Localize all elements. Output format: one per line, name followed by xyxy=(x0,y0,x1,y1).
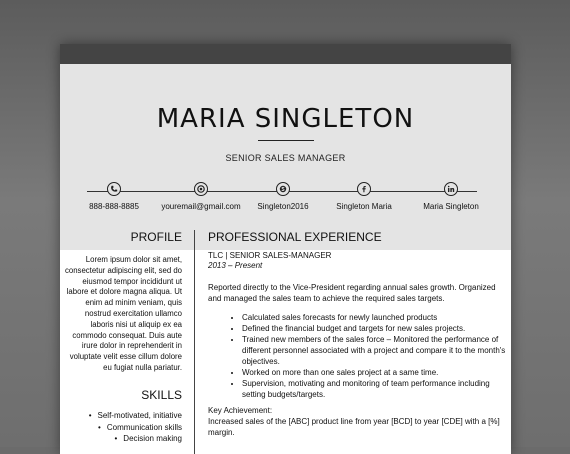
email-address: youremail@gmail.com xyxy=(161,202,241,211)
phone-number: 888-888-8885 xyxy=(89,202,139,211)
skill-item: • Communication skills xyxy=(62,422,182,434)
resume-header xyxy=(60,64,511,250)
skill-item: • Decision making xyxy=(62,433,182,445)
job-dates: 2013 – Present xyxy=(208,261,263,270)
skype-icon xyxy=(276,182,290,196)
job-company-title: TLC | SENIOR SALES-MANAGER xyxy=(208,251,332,260)
contact-linkedin xyxy=(396,182,506,211)
job-entry xyxy=(208,251,331,271)
job-bullet: • Supervision, motivating and monitoring of team performance including setting budgets/targets. xyxy=(242,378,508,400)
email-icon xyxy=(194,182,208,196)
skype-handle: Singleton2016 xyxy=(257,202,309,211)
key-achievement-text: Increased sales of the [ABC] product line from year [BCD] to year [CDE] with a [%] margin. xyxy=(208,417,500,437)
candidate-name: MARIA SINGLETON xyxy=(156,104,415,134)
key-achievement xyxy=(208,405,508,438)
job-bullets xyxy=(208,312,508,400)
experience-heading: PROFESSIONAL EXPERIENCE xyxy=(208,230,382,244)
skill-item: • Self-motivated, initiative xyxy=(62,410,182,422)
facebook-icon xyxy=(357,182,371,196)
profile-text: Lorem ipsum dolor sit amet, consectetur adipiscing elit, sed do eiusmod tempor incididunt ut labore et dolore magna aliqua. Ut enim ad minim veniam, quis nostrud exercitation ullamco laboris nisi ut aliquip ex ea commodo consequat. Duis aute irure dolor in reprehenderit in voluptate velit esse cillum dolore eu fugiat nulla pariatur. xyxy=(64,255,182,372)
resume-page xyxy=(60,44,511,454)
job-bullet: • Defined the financial budget and targets for new sales projects. xyxy=(242,323,508,334)
facebook-name: Singleton Maria xyxy=(336,202,392,211)
job-summary: Reported directly to the Vice-President regarding annual sales growth. Organized and managed the sales team to achieve the required sales targets. xyxy=(208,283,496,303)
column-divider xyxy=(194,230,195,454)
linkedin-icon xyxy=(444,182,458,196)
phone-icon xyxy=(107,182,121,196)
linkedin-name: Maria Singleton xyxy=(423,202,479,211)
skills-list xyxy=(62,410,182,445)
name-underline xyxy=(258,140,314,141)
job-bullet: • Trained new members of the sales force – Monitored the performance of different personnel associated with a project and compare it to the month's objectives. xyxy=(242,334,508,367)
top-bar xyxy=(60,44,511,64)
profile-heading: PROFILE xyxy=(130,230,182,244)
key-achievement-label: Key Achievement: xyxy=(208,406,273,415)
job-bullet: • Calculated sales forecasts for newly launched products xyxy=(242,312,508,323)
skills-heading: SKILLS xyxy=(141,388,182,402)
job-title: SENIOR SALES MANAGER xyxy=(225,153,346,163)
job-bullet: • Worked on more than one sales project at a same time. xyxy=(242,367,508,378)
